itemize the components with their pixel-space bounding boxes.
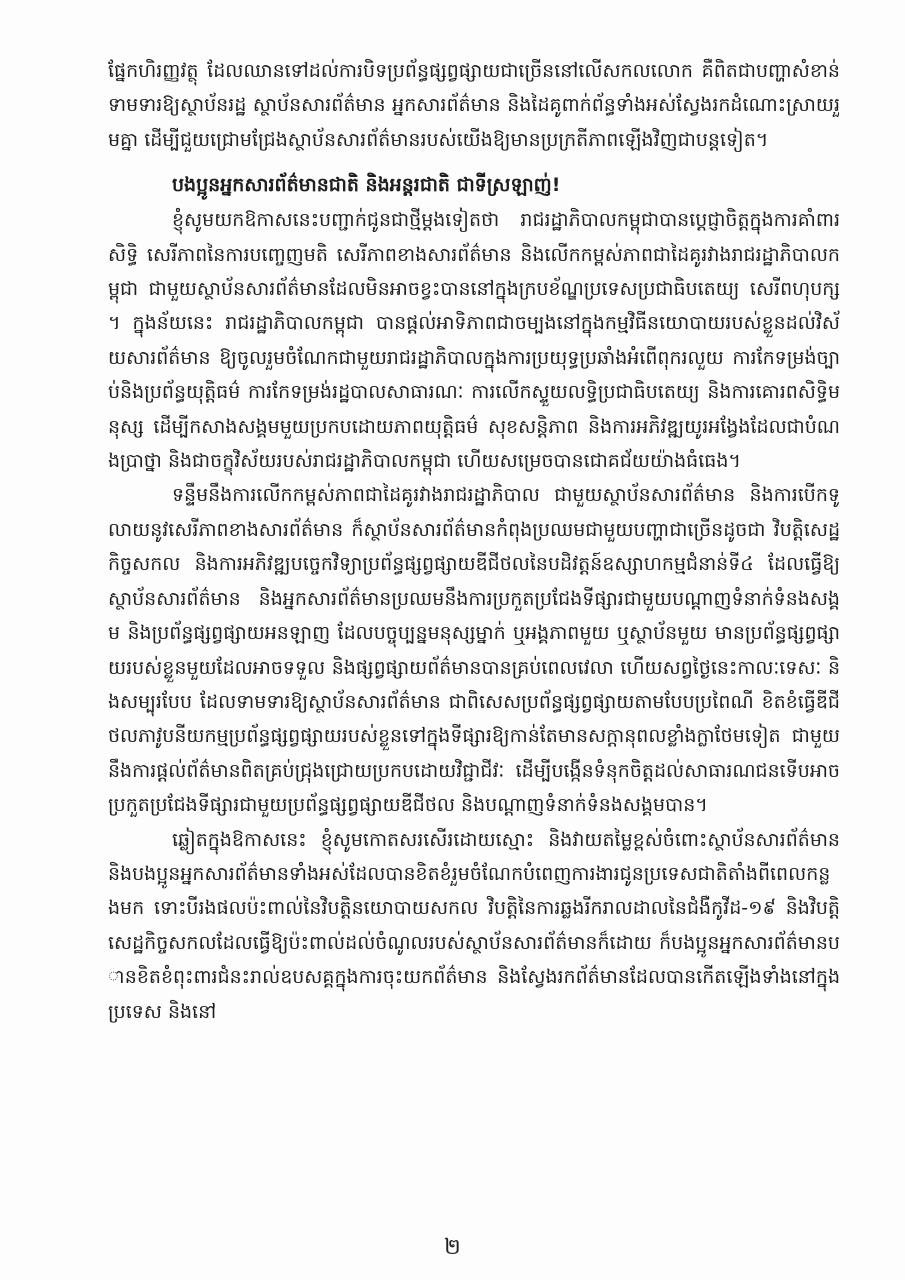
paragraph-government-commitment: ខ្ញុំសូមយកឱកាសនេះបញ្ជាក់ជូនជាថ្មីម្តងទៀតថា រាជរដ្ឋាភិបាលកម្ពុជាបានប្តេជ្ញាចិត្តក្នុងការគាំពារសិទ្ធិ សេរីភាពនៃការបញ្ចេញមតិ សេរីភាពខាងសារព័ត៌មាន និងលើកកម្ពស់ភាពជាដៃគូរវាងរាជរដ្ឋាភិបាលកម្ពុជា ជាមួយស្ថាប័នសារព័ត៌មានដែលមិនអាចខ្វះបាននៅក្នុងក្របខ័ណ្ឌប្រទេសប្រជាធិបតេយ្យ សេរីពហុបក្ស។ ក្នុងន័យនេះ រាជរដ្ឋាភិបាលកម្ពុជា បានផ្តល់អាទិភាពជាចម្បងនៅក្នុងកម្មវិធីនយោបាយរបស់ខ្លួនដល់វិស័យសារព័ត៌មាន ឱ្យចូលរួមចំណែកជាមួយរាជរដ្ឋាភិបាលក្នុងការប្រយុទ្ធប្រឆាំងអំពើពុករលួយ ការកែទម្រង់ច្បាប់និងប្រព័ន្ធយុត្តិធម៌ ការកែទម្រង់រដ្ឋបាលសាធារណៈ ការលើកស្ទួយលទ្ធិប្រជាធិបតេយ្យ និងការគោរពសិទ្ធិមនុស្ស ដើម្បីកសាងសង្គមមួយប្រកបដោយភាពយុត្តិធម៌ សុខសន្តិភាព និងការអភិវឌ្ឍយូរអង្វែងដែលជាបំណងប្រាថ្នា និងជាចក្ខុវិស័យរបស់រាជរដ្ឋាភិបាលកម្ពុជា ហើយសម្រេចបានជោគជ័យយ៉ាងធំធេង។ [108,209,840,473]
paragraph-digital-challenges: ទន្ទឹមនឹងការលើកកម្ពស់ភាពជាដៃគូរវាងរាជរដ្ឋាភិបាល ជាមួយស្ថាប័នសារព័ត៌មាន និងការបើកទូលាយនូវសេរីភាពខាងសារព័ត៌មាន ក៏ស្ថាប័នសារព័ត៌មានកំពុងប្រឈមជាមួយបញ្ហាជាច្រើនដូចជា វិបត្តិសេដ្ឋកិច្ចសកល និងការអភិវឌ្ឍបច្ចេកវិទ្យាប្រព័ន្ធផ្សព្វផ្សាយឌីជីថលនៃបដិវត្តន៍ឧស្សាហកម្មជំនាន់ទី៤ ដែលធ្វើឱ្យស្ថាប័នសារព័ត៌មាន និងអ្នកសារព័ត៌មានប្រឈមនឹងការប្រកួតប្រជែងទីផ្សារជាមួយបណ្តាញទំនាក់ទំនងសង្គម និងប្រព័ន្ធផ្សព្វផ្សាយអនឡាញ ដែលបច្ចុប្បន្នមនុស្សម្នាក់ ឬអង្គភាពមួយ ឬស្ថាប័នមួយ មានប្រព័ន្ធផ្សព្វផ្សាយរបស់ខ្លួនមួយដែលអាចទទួល និងផ្សព្វផ្សាយព័ត៌មានបានគ្រប់ពេលវេលា ហើយសព្វថ្ងៃនេះកាលៈទេសៈ និងសម្បុរបែប ដែលទាមទារឱ្យស្ថាប័នសារព័ត៌មាន ជាពិសេសប្រព័ន្ធផ្សព្វផ្សាយតាមបែបប្រពៃណី ខិតខំធ្វើឌីជីថលភាវូបនីយកម្មប្រព័ន្ធផ្សព្វផ្សាយរបស់ខ្លួនទៅក្នុងទីផ្សារឱ្យកាន់តែមានសក្តានុពលខ្លាំងក្លាថែមទៀត ជាមួយនឹងការផ្តល់ព័ត៌មានពិតគ្រប់ជ្រុងជ្រោយប្រកបដោយវិជ្ជាជីវៈ ដើម្បីបង្កើនទំនុកចិត្តដល់សាធារណជនទើបអាចប្រកួតប្រជែងទីផ្សារជាមួយប្រព័ន្ធផ្សព្វផ្សាយឌីជីថល និងបណ្តាញទំនាក់ទំនងសង្គមបាន។ [108,484,840,817]
paragraph-appreciation: ឆ្លៀតក្នុងឱកាសនេះ ខ្ញុំសូមកោតសរសើរដោយស្មោះ និងវាយតម្លៃខ្ពស់ចំពោះស្ថាប័នសារព័ត៌មាន និងបងប្អូនអ្នកសារព័ត៌មានទាំងអស់ដែលបានខិតខំរួមចំណែកបំពេញការងារជូនប្រទេសជាតិតាំងពីពេលកន្លងមក ទោះបីរងផលប៉ះពាល់នៃវិបត្តិនយោបាយសកល វិបត្តិនៃការឆ្លងរីករាលដាលនៃជំងឺកូវីដ-១៩ និងវិបត្តិសេដ្ឋកិច្ចសកលដែលធ្វើឱ្យប៉ះពាល់ដល់ចំណូលរបស់ស្ថាប័នសារព័ត៌មានក៏ដោយ ក៏បងប្អូនអ្នកសារព័ត៌មានបានខិតខំពុះពារជំនះរាល់ឧបសគ្គក្នុងការចុះយកព័ត៌មាន និងស្វែងរកព័ត៌មានដែលបានកើតឡើងទាំងនៅក្នុងប្រទេស និងនៅ [108,828,840,1023]
salutation-heading: បងប្អូនអ្នកសារព័ត៌មានជាតិ និងអន្តរជាតិ ជាទីស្រឡាញ់! [172,174,561,197]
document-body [108,54,840,1029]
paragraph-financial-crisis: ផ្នែកហិរញ្ញវត្ថុ ដែលឈានទៅដល់ការបិទប្រព័ន្ធផ្សព្វផ្សាយជាច្រើននៅលើសកលលោក គឺពិតជាបញ្ហាសំខាន់ទាមទារឱ្យស្ថាប័នរដ្ឋ ស្ថាប័នសារព័ត៌មាន អ្នកសារព័ត៌មាន និងដៃគូពាក់ព័ន្ធទាំងអស់ស្វែងរកដំណោះស្រាយរួមគ្នា ដើម្បីជួយជ្រោមជ្រែងស្ថាប័នសារព័ត៌មានរបស់យើងឱ្យមានប្រក្រតីភាពឡើងវិញជាបន្តទៀត។ [108,60,840,151]
page-number: ២ [444,1235,461,1260]
